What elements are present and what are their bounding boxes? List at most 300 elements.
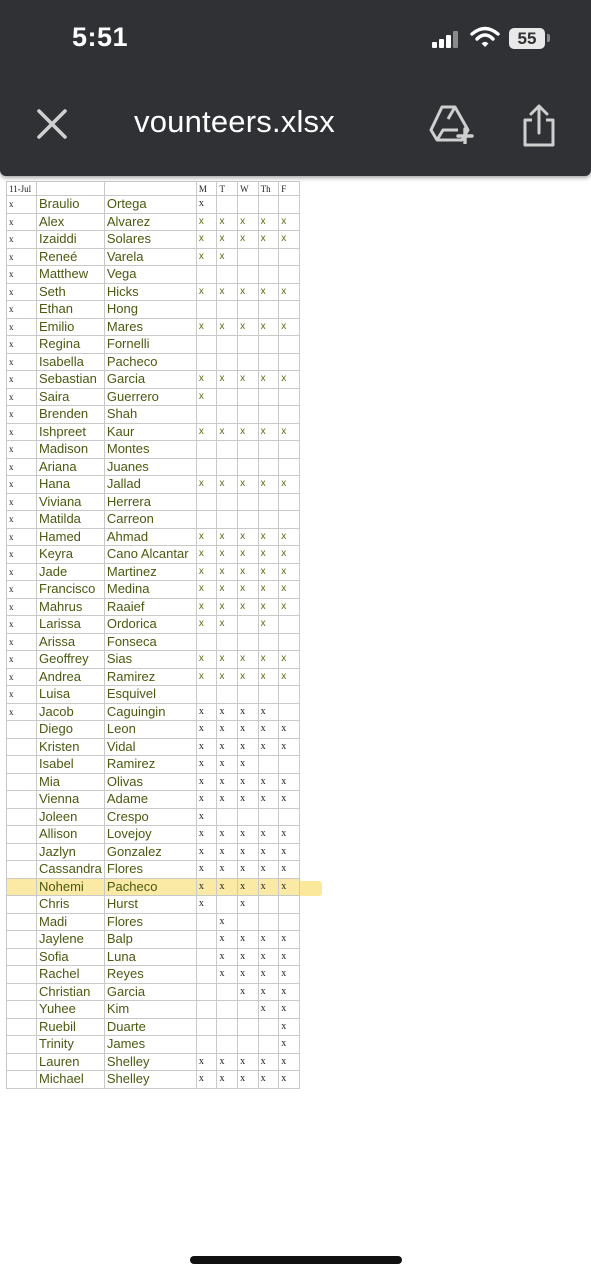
day-cell[interactable]: x — [196, 598, 217, 616]
day-cell[interactable] — [279, 196, 300, 214]
day-cell[interactable] — [196, 1036, 217, 1054]
mark-cell[interactable]: x — [7, 581, 37, 599]
mark-cell[interactable]: x — [7, 196, 37, 214]
day-cell[interactable] — [217, 1018, 238, 1036]
day-cell[interactable] — [238, 406, 259, 424]
day-cell[interactable]: x — [217, 668, 238, 686]
first-name-cell[interactable]: Emilio — [37, 318, 105, 336]
home-indicator[interactable] — [190, 1256, 402, 1264]
add-to-drive-icon[interactable] — [428, 104, 474, 144]
last-name-cell[interactable]: Medina — [104, 581, 196, 599]
day-cell[interactable]: x — [196, 756, 217, 774]
day-cell[interactable]: x — [217, 861, 238, 879]
first-name-cell[interactable]: Kristen — [37, 738, 105, 756]
day-cell[interactable]: x — [196, 616, 217, 634]
mark-cell[interactable]: x — [7, 598, 37, 616]
first-name-cell[interactable]: Ariana — [37, 458, 105, 476]
day-cell[interactable] — [196, 406, 217, 424]
last-name-cell[interactable]: Caguingin — [104, 703, 196, 721]
day-cell[interactable] — [279, 266, 300, 284]
last-name-cell[interactable]: Ramirez — [104, 668, 196, 686]
day-cell[interactable]: x — [238, 283, 259, 301]
first-name-cell[interactable]: Brenden — [37, 406, 105, 424]
last-name-cell[interactable]: Ramirez — [104, 756, 196, 774]
first-name-cell[interactable]: Regina — [37, 336, 105, 354]
day-cell[interactable]: x — [217, 528, 238, 546]
mark-cell[interactable] — [7, 826, 37, 844]
last-name-cell[interactable]: Adame — [104, 791, 196, 809]
mark-cell[interactable]: x — [7, 423, 37, 441]
first-name-cell[interactable]: Geoffrey — [37, 651, 105, 669]
day-cell[interactable]: x — [217, 1071, 238, 1089]
mark-cell[interactable]: x — [7, 301, 37, 319]
day-cell[interactable]: x — [238, 773, 259, 791]
mark-cell[interactable]: x — [7, 493, 37, 511]
first-name-cell[interactable]: Allison — [37, 826, 105, 844]
last-name-cell[interactable]: Ortega — [104, 196, 196, 214]
mark-cell[interactable]: x — [7, 651, 37, 669]
day-cell[interactable] — [258, 458, 279, 476]
day-cell[interactable]: x — [217, 318, 238, 336]
mark-cell[interactable] — [7, 896, 37, 914]
day-cell[interactable]: x — [258, 213, 279, 231]
day-cell[interactable]: x — [279, 931, 300, 949]
header-cell[interactable] — [37, 182, 105, 196]
last-name-cell[interactable]: Gonzalez — [104, 843, 196, 861]
first-name-cell[interactable]: Matthew — [37, 266, 105, 284]
day-cell[interactable]: x — [258, 546, 279, 564]
day-cell[interactable]: x — [279, 546, 300, 564]
last-name-cell[interactable]: Hurst — [104, 896, 196, 914]
last-name-cell[interactable]: Shelley — [104, 1071, 196, 1089]
day-cell[interactable]: x — [279, 1036, 300, 1054]
mark-cell[interactable]: x — [7, 668, 37, 686]
first-name-cell[interactable]: Sofia — [37, 948, 105, 966]
day-cell[interactable]: x — [217, 948, 238, 966]
day-cell[interactable] — [217, 441, 238, 459]
mark-cell[interactable]: x — [7, 458, 37, 476]
last-name-cell[interactable]: Leon — [104, 721, 196, 739]
day-cell[interactable]: x — [238, 878, 259, 896]
day-cell[interactable] — [279, 493, 300, 511]
day-cell[interactable]: x — [279, 283, 300, 301]
day-cell[interactable]: x — [258, 616, 279, 634]
day-cell[interactable] — [217, 493, 238, 511]
day-cell[interactable]: x — [196, 1053, 217, 1071]
last-name-cell[interactable]: Reyes — [104, 966, 196, 984]
first-name-cell[interactable]: Francisco — [37, 581, 105, 599]
day-cell[interactable]: x — [196, 196, 217, 214]
last-name-cell[interactable]: Montes — [104, 441, 196, 459]
day-cell[interactable]: x — [196, 318, 217, 336]
day-cell[interactable]: x — [279, 1071, 300, 1089]
day-cell[interactable]: x — [196, 528, 217, 546]
day-cell[interactable] — [238, 493, 259, 511]
mark-cell[interactable] — [7, 983, 37, 1001]
day-cell[interactable]: x — [238, 861, 259, 879]
day-cell[interactable] — [279, 388, 300, 406]
mark-cell[interactable]: x — [7, 248, 37, 266]
first-name-cell[interactable]: Jazlyn — [37, 843, 105, 861]
mark-cell[interactable]: x — [7, 616, 37, 634]
day-cell[interactable]: x — [217, 616, 238, 634]
day-cell[interactable]: x — [238, 738, 259, 756]
first-name-cell[interactable]: Viviana — [37, 493, 105, 511]
day-cell[interactable]: x — [238, 371, 259, 389]
day-cell[interactable] — [217, 1036, 238, 1054]
mark-cell[interactable] — [7, 1036, 37, 1054]
day-cell[interactable]: x — [238, 546, 259, 564]
day-cell[interactable]: x — [217, 966, 238, 984]
day-cell[interactable]: x — [238, 826, 259, 844]
day-cell[interactable] — [238, 301, 259, 319]
day-cell[interactable]: x — [238, 476, 259, 494]
day-cell[interactable]: x — [238, 1053, 259, 1071]
day-cell[interactable] — [238, 388, 259, 406]
day-cell[interactable]: x — [258, 738, 279, 756]
day-cell[interactable]: x — [196, 843, 217, 861]
mark-cell[interactable] — [7, 948, 37, 966]
day-cell[interactable] — [196, 511, 217, 529]
mark-cell[interactable] — [7, 1071, 37, 1089]
day-cell[interactable]: x — [258, 931, 279, 949]
day-cell[interactable] — [196, 983, 217, 1001]
day-cell[interactable]: x — [258, 1071, 279, 1089]
mark-cell[interactable] — [7, 861, 37, 879]
day-cell[interactable] — [196, 948, 217, 966]
day-cell[interactable]: x — [279, 423, 300, 441]
first-name-cell[interactable]: Lauren — [37, 1053, 105, 1071]
day-cell[interactable] — [279, 756, 300, 774]
day-cell[interactable] — [258, 511, 279, 529]
day-cell[interactable] — [196, 913, 217, 931]
day-cell[interactable]: x — [217, 231, 238, 249]
first-name-cell[interactable]: Keyra — [37, 546, 105, 564]
mark-cell[interactable]: x — [7, 528, 37, 546]
last-name-cell[interactable]: Vega — [104, 266, 196, 284]
day-cell[interactable]: x — [217, 598, 238, 616]
day-cell[interactable] — [279, 913, 300, 931]
day-cell[interactable] — [217, 808, 238, 826]
last-name-cell[interactable]: Flores — [104, 913, 196, 931]
first-name-cell[interactable]: Isabel — [37, 756, 105, 774]
last-name-cell[interactable]: Vidal — [104, 738, 196, 756]
last-name-cell[interactable]: Alvarez — [104, 213, 196, 231]
day-cell[interactable]: x — [279, 563, 300, 581]
header-cell[interactable]: F — [279, 182, 300, 196]
day-cell[interactable]: x — [238, 563, 259, 581]
day-cell[interactable] — [238, 266, 259, 284]
mark-cell[interactable]: x — [7, 406, 37, 424]
last-name-cell[interactable]: Mares — [104, 318, 196, 336]
day-cell[interactable]: x — [196, 791, 217, 809]
day-cell[interactable]: x — [217, 703, 238, 721]
day-cell[interactable]: x — [238, 528, 259, 546]
day-cell[interactable]: x — [279, 861, 300, 879]
day-cell[interactable] — [258, 441, 279, 459]
day-cell[interactable] — [217, 511, 238, 529]
day-cell[interactable]: x — [196, 248, 217, 266]
day-cell[interactable]: x — [196, 826, 217, 844]
day-cell[interactable] — [258, 388, 279, 406]
last-name-cell[interactable]: Garcia — [104, 983, 196, 1001]
first-name-cell[interactable]: Sebastian — [37, 371, 105, 389]
day-cell[interactable] — [279, 686, 300, 704]
mark-cell[interactable] — [7, 738, 37, 756]
day-cell[interactable]: x — [196, 651, 217, 669]
day-cell[interactable] — [258, 353, 279, 371]
day-cell[interactable]: x — [196, 738, 217, 756]
day-cell[interactable]: x — [196, 861, 217, 879]
day-cell[interactable]: x — [279, 476, 300, 494]
first-name-cell[interactable]: Izaiddi — [37, 231, 105, 249]
day-cell[interactable]: x — [238, 231, 259, 249]
mark-cell[interactable] — [7, 721, 37, 739]
day-cell[interactable] — [196, 441, 217, 459]
day-cell[interactable] — [217, 458, 238, 476]
day-cell[interactable]: x — [217, 931, 238, 949]
day-cell[interactable]: x — [217, 721, 238, 739]
first-name-cell[interactable]: Ethan — [37, 301, 105, 319]
last-name-cell[interactable]: Solares — [104, 231, 196, 249]
header-cell[interactable]: Th — [258, 182, 279, 196]
day-cell[interactable]: x — [196, 371, 217, 389]
last-name-cell[interactable]: Ahmad — [104, 528, 196, 546]
first-name-cell[interactable]: Joleen — [37, 808, 105, 826]
day-cell[interactable] — [279, 896, 300, 914]
header-cell[interactable] — [104, 182, 196, 196]
first-name-cell[interactable]: Jaylene — [37, 931, 105, 949]
day-cell[interactable] — [238, 353, 259, 371]
last-name-cell[interactable]: Juanes — [104, 458, 196, 476]
last-name-cell[interactable]: Martinez — [104, 563, 196, 581]
day-cell[interactable]: x — [279, 791, 300, 809]
day-cell[interactable] — [258, 756, 279, 774]
day-cell[interactable]: x — [258, 1053, 279, 1071]
day-cell[interactable] — [238, 1036, 259, 1054]
day-cell[interactable]: x — [196, 581, 217, 599]
day-cell[interactable]: x — [217, 913, 238, 931]
day-cell[interactable]: x — [279, 318, 300, 336]
day-cell[interactable]: x — [279, 231, 300, 249]
last-name-cell[interactable]: Guerrero — [104, 388, 196, 406]
day-cell[interactable] — [196, 931, 217, 949]
first-name-cell[interactable]: Nohemi — [37, 878, 105, 896]
day-cell[interactable]: x — [279, 878, 300, 896]
first-name-cell[interactable]: Matilda — [37, 511, 105, 529]
mark-cell[interactable]: x — [7, 336, 37, 354]
day-cell[interactable]: x — [279, 721, 300, 739]
day-cell[interactable]: x — [217, 563, 238, 581]
mark-cell[interactable]: x — [7, 476, 37, 494]
last-name-cell[interactable]: Duarte — [104, 1018, 196, 1036]
day-cell[interactable]: x — [279, 983, 300, 1001]
first-name-cell[interactable]: Cassandra — [37, 861, 105, 879]
first-name-cell[interactable]: Mia — [37, 773, 105, 791]
first-name-cell[interactable]: Hana — [37, 476, 105, 494]
mark-cell[interactable] — [7, 878, 37, 896]
day-cell[interactable]: x — [238, 581, 259, 599]
day-cell[interactable]: x — [217, 283, 238, 301]
first-name-cell[interactable]: Andrea — [37, 668, 105, 686]
day-cell[interactable]: x — [258, 668, 279, 686]
day-cell[interactable]: x — [279, 773, 300, 791]
mark-cell[interactable]: x — [7, 266, 37, 284]
day-cell[interactable] — [196, 1018, 217, 1036]
last-name-cell[interactable]: Olivas — [104, 773, 196, 791]
day-cell[interactable]: x — [217, 738, 238, 756]
day-cell[interactable]: x — [258, 966, 279, 984]
day-cell[interactable] — [238, 616, 259, 634]
day-cell[interactable]: x — [196, 896, 217, 914]
day-cell[interactable] — [279, 353, 300, 371]
day-cell[interactable]: x — [279, 213, 300, 231]
day-cell[interactable]: x — [217, 546, 238, 564]
first-name-cell[interactable]: Luisa — [37, 686, 105, 704]
day-cell[interactable] — [217, 983, 238, 1001]
day-cell[interactable] — [279, 458, 300, 476]
day-cell[interactable]: x — [258, 791, 279, 809]
day-cell[interactable] — [217, 301, 238, 319]
day-cell[interactable] — [238, 441, 259, 459]
day-cell[interactable]: x — [238, 843, 259, 861]
header-cell[interactable]: W — [238, 182, 259, 196]
mark-cell[interactable]: x — [7, 231, 37, 249]
day-cell[interactable]: x — [217, 213, 238, 231]
day-cell[interactable] — [258, 1018, 279, 1036]
mark-cell[interactable]: x — [7, 686, 37, 704]
day-cell[interactable] — [279, 406, 300, 424]
last-name-cell[interactable]: Raaief — [104, 598, 196, 616]
day-cell[interactable]: x — [258, 861, 279, 879]
first-name-cell[interactable]: Mahrus — [37, 598, 105, 616]
day-cell[interactable] — [196, 353, 217, 371]
day-cell[interactable]: x — [279, 1018, 300, 1036]
day-cell[interactable]: x — [279, 843, 300, 861]
day-cell[interactable] — [258, 196, 279, 214]
mark-cell[interactable] — [7, 843, 37, 861]
day-cell[interactable]: x — [279, 651, 300, 669]
mark-cell[interactable]: x — [7, 703, 37, 721]
day-cell[interactable]: x — [258, 581, 279, 599]
day-cell[interactable]: x — [238, 896, 259, 914]
day-cell[interactable] — [238, 686, 259, 704]
mark-cell[interactable]: x — [7, 371, 37, 389]
day-cell[interactable]: x — [279, 581, 300, 599]
first-name-cell[interactable]: Chris — [37, 896, 105, 914]
day-cell[interactable]: x — [238, 948, 259, 966]
day-cell[interactable]: x — [217, 826, 238, 844]
day-cell[interactable]: x — [217, 248, 238, 266]
first-name-cell[interactable]: Madison — [37, 441, 105, 459]
first-name-cell[interactable]: Reneé — [37, 248, 105, 266]
mark-cell[interactable] — [7, 913, 37, 931]
day-cell[interactable] — [217, 353, 238, 371]
day-cell[interactable]: x — [258, 651, 279, 669]
mark-cell[interactable] — [7, 966, 37, 984]
day-cell[interactable] — [217, 633, 238, 651]
last-name-cell[interactable]: Varela — [104, 248, 196, 266]
day-cell[interactable] — [279, 441, 300, 459]
first-name-cell[interactable]: Jade — [37, 563, 105, 581]
day-cell[interactable] — [258, 808, 279, 826]
last-name-cell[interactable]: Esquivel — [104, 686, 196, 704]
day-cell[interactable]: x — [196, 563, 217, 581]
last-name-cell[interactable]: Herrera — [104, 493, 196, 511]
share-icon[interactable] — [520, 104, 558, 148]
last-name-cell[interactable]: Crespo — [104, 808, 196, 826]
day-cell[interactable]: x — [258, 423, 279, 441]
last-name-cell[interactable]: Garcia — [104, 371, 196, 389]
day-cell[interactable] — [279, 616, 300, 634]
day-cell[interactable] — [217, 1001, 238, 1019]
day-cell[interactable]: x — [258, 231, 279, 249]
last-name-cell[interactable]: Shah — [104, 406, 196, 424]
day-cell[interactable]: x — [196, 476, 217, 494]
day-cell[interactable] — [238, 913, 259, 931]
day-cell[interactable]: x — [196, 808, 217, 826]
day-cell[interactable] — [258, 266, 279, 284]
first-name-cell[interactable]: Michael — [37, 1071, 105, 1089]
close-icon[interactable] — [34, 106, 70, 142]
day-cell[interactable]: x — [217, 371, 238, 389]
day-cell[interactable]: x — [217, 791, 238, 809]
day-cell[interactable]: x — [196, 388, 217, 406]
day-cell[interactable] — [196, 686, 217, 704]
first-name-cell[interactable]: Isabella — [37, 353, 105, 371]
day-cell[interactable]: x — [196, 703, 217, 721]
mark-cell[interactable]: x — [7, 563, 37, 581]
first-name-cell[interactable]: Jacob — [37, 703, 105, 721]
day-cell[interactable]: x — [279, 1001, 300, 1019]
day-cell[interactable]: x — [238, 1071, 259, 1089]
day-cell[interactable]: x — [238, 651, 259, 669]
day-cell[interactable]: x — [196, 213, 217, 231]
mark-cell[interactable] — [7, 931, 37, 949]
day-cell[interactable]: x — [196, 668, 217, 686]
first-name-cell[interactable]: Madi — [37, 913, 105, 931]
first-name-cell[interactable]: Braulio — [37, 196, 105, 214]
day-cell[interactable] — [217, 336, 238, 354]
last-name-cell[interactable]: Pacheco — [104, 353, 196, 371]
last-name-cell[interactable]: Kim — [104, 1001, 196, 1019]
day-cell[interactable] — [279, 633, 300, 651]
day-cell[interactable] — [217, 266, 238, 284]
day-cell[interactable]: x — [258, 1001, 279, 1019]
mark-cell[interactable] — [7, 791, 37, 809]
day-cell[interactable]: x — [279, 966, 300, 984]
day-cell[interactable] — [279, 511, 300, 529]
day-cell[interactable] — [196, 1001, 217, 1019]
day-cell[interactable]: x — [279, 598, 300, 616]
mark-cell[interactable]: x — [7, 388, 37, 406]
mark-cell[interactable] — [7, 1001, 37, 1019]
day-cell[interactable]: x — [238, 598, 259, 616]
day-cell[interactable] — [258, 301, 279, 319]
day-cell[interactable]: x — [217, 1053, 238, 1071]
day-cell[interactable]: x — [258, 948, 279, 966]
last-name-cell[interactable]: Shelley — [104, 1053, 196, 1071]
first-name-cell[interactable]: Ishpreet — [37, 423, 105, 441]
day-cell[interactable]: x — [258, 878, 279, 896]
header-cell[interactable]: M — [196, 182, 217, 196]
first-name-cell[interactable]: Alex — [37, 213, 105, 231]
day-cell[interactable] — [217, 896, 238, 914]
day-cell[interactable] — [279, 808, 300, 826]
day-cell[interactable] — [258, 336, 279, 354]
day-cell[interactable] — [258, 406, 279, 424]
day-cell[interactable] — [196, 493, 217, 511]
